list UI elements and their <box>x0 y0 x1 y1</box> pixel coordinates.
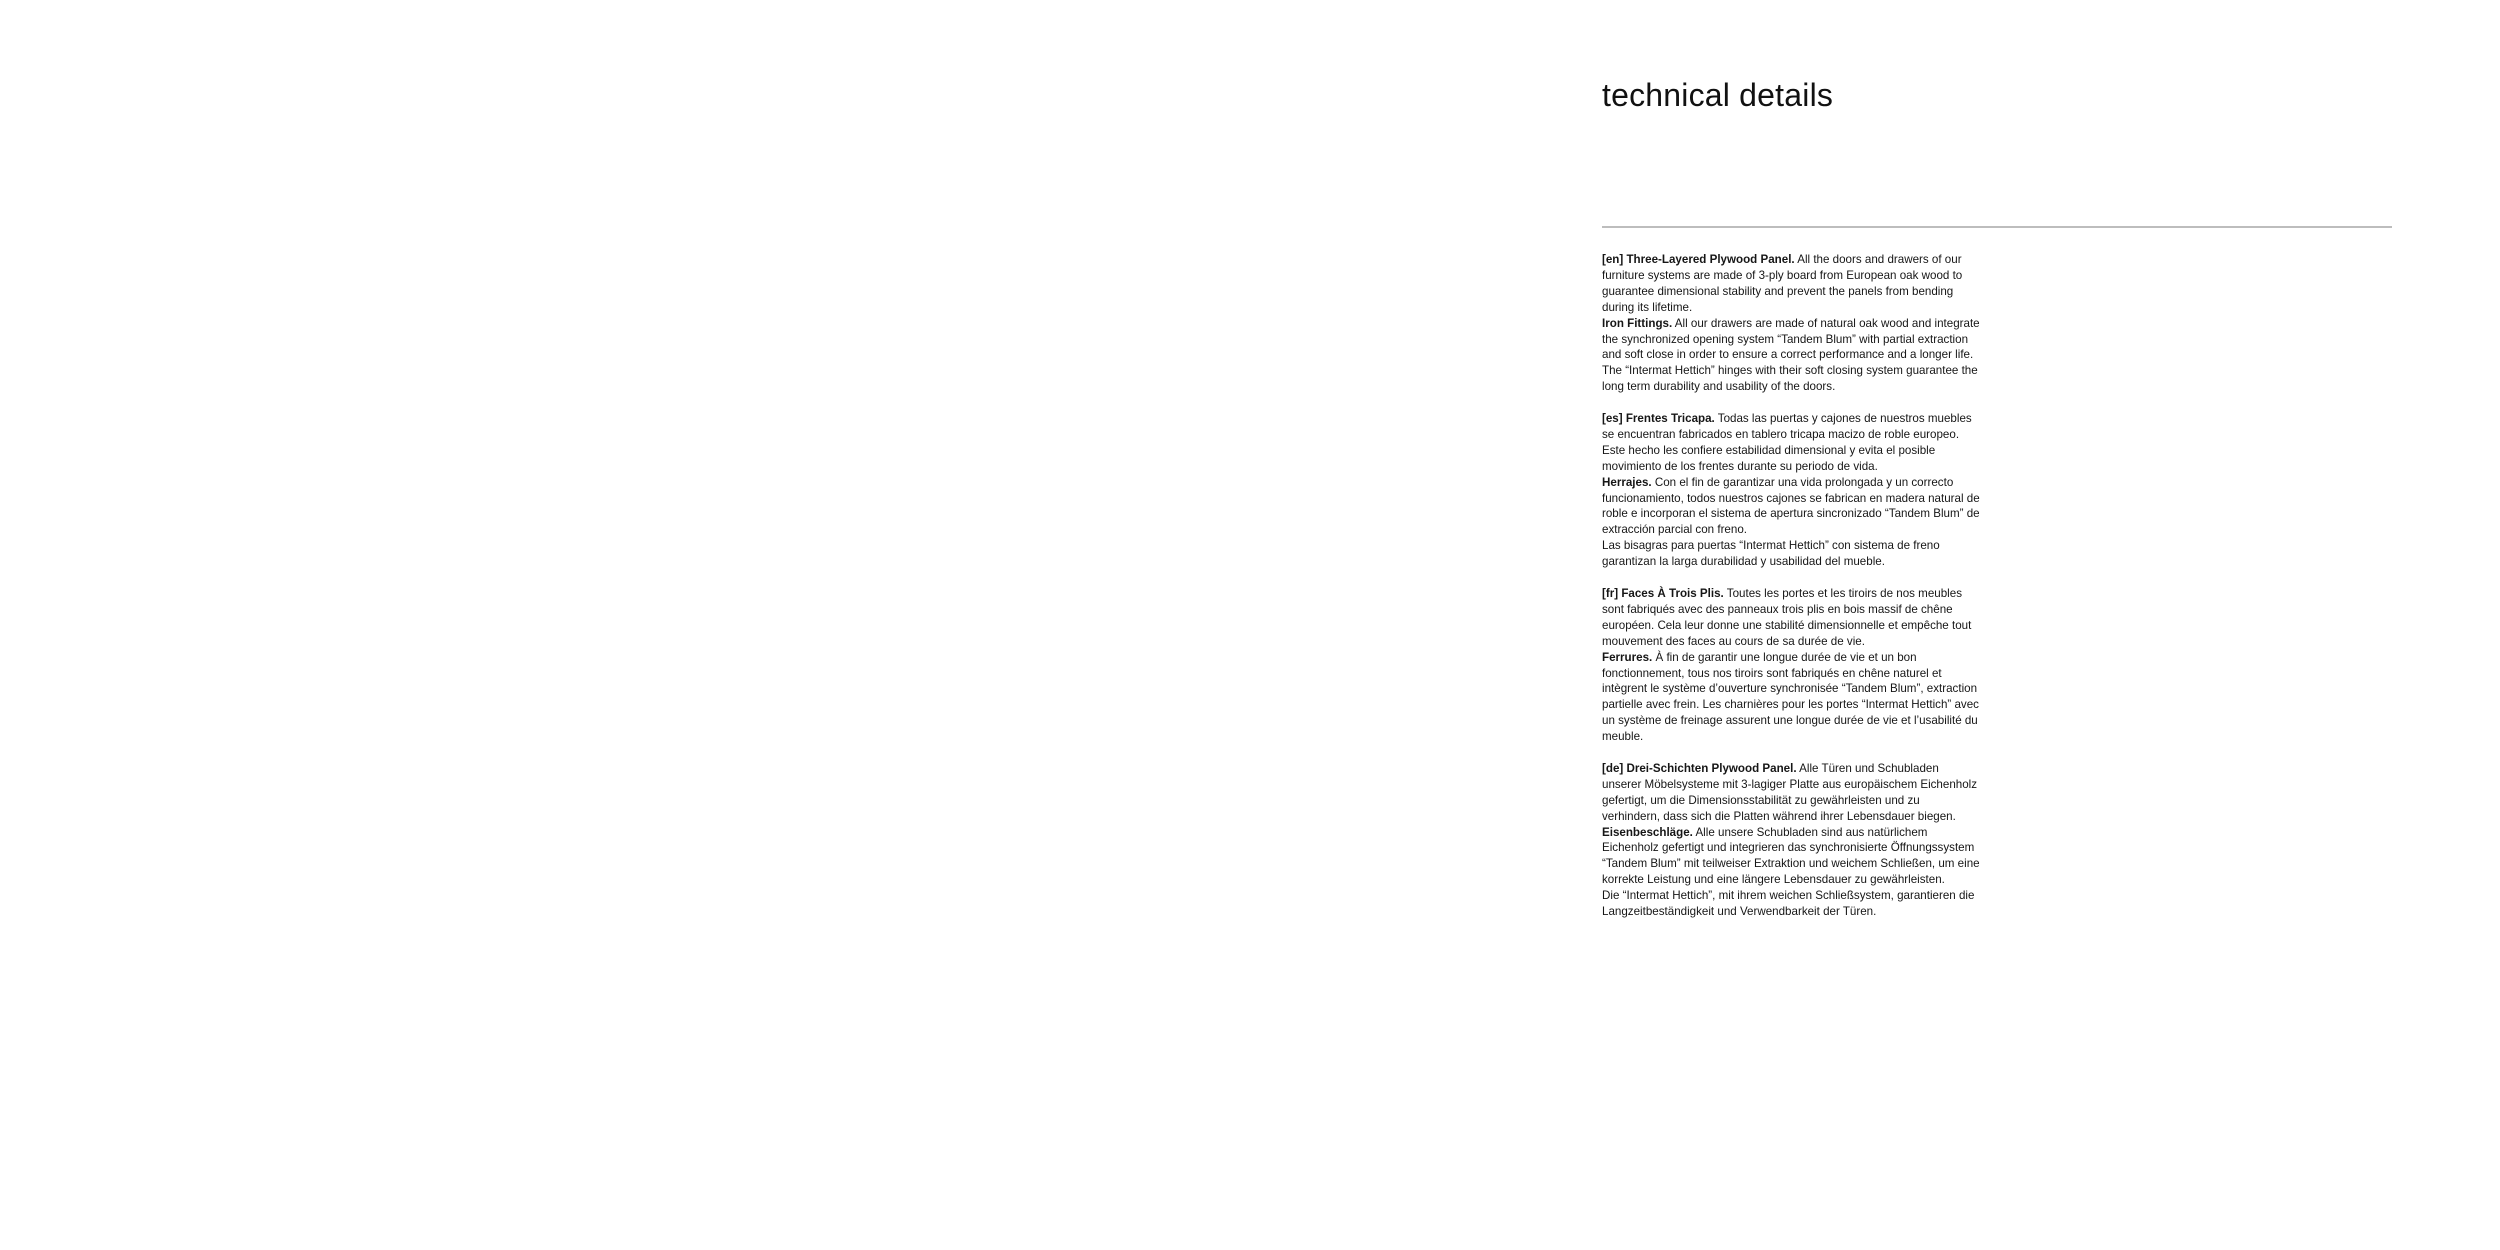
paragraph-text: All our drawers are made of natural oak wood and integrate the synchronized opening system “Tandem Blum” with partial extraction and soft close in order to ensure a correct performance and a longer life. <box>1602 316 1980 362</box>
paragraph-text: The “Intermat Hettich” hinges with their soft closing system guarantee the long term durability and usability of the doors. <box>1602 364 1978 394</box>
paragraph-heading: [es] Frentes Tricapa. <box>1602 412 1715 426</box>
paragraph <box>1602 538 1980 570</box>
paragraph <box>1602 825 1980 889</box>
paragraph-text: Alle unsere Schubladen sind aus natürlichem Eichenholz gefertigt und integrieren das synchronisierte Öffnungssystem “Tandem Blum” mit teilweiser Extraktion und weichem Schließen, um eine korrekte Leistung und eine längere Lebensdauer zu gewährleisten. <box>1602 825 1980 887</box>
section-fr <box>1602 586 1980 745</box>
paragraph-text: Die “Intermat Hettich”, mit ihrem weichen Schließsystem, garantieren die Langzeitbeständigkeit und Verwendbarkeit der Türen. <box>1602 889 1975 919</box>
paragraph-heading: [de] Drei-Schichten Plywood Panel. <box>1602 761 1797 775</box>
paragraph-heading: Ferrures. <box>1602 650 1653 664</box>
page-title: technical details <box>1602 77 1834 113</box>
paragraph <box>1602 475 1980 539</box>
paragraph-text: All the doors and drawers of our furniture systems are made of 3-ply board from European oak wood to guarantee dimensional stability and prevent the panels from bending during its lifetime. <box>1602 253 1963 314</box>
paragraph-text: Todas las puertas y cajones de nuestros muebles se encuentran fabricados en tablero tricapa macizo de roble europeo. Este hecho les confiere estabilidad dimensional y evita el posible movimiento de los frentes durante su periodo de vida. <box>1602 412 1972 473</box>
section-en <box>1602 252 1980 395</box>
paragraph-heading: Herrajes. <box>1602 475 1652 489</box>
paragraph <box>1602 761 1980 825</box>
paragraph-heading: [fr] Faces À Trois Plis. <box>1602 587 1724 600</box>
technical-details-text <box>1602 252 1980 936</box>
paragraph-text: Alle Türen und Schubladen unserer Möbelsysteme mit 3-lagiger Platte aus europäischem Eichenholz gefertigt, um die Dimensionsstabilität zu gewährleisten und zu verhindern, dass sich die Platten während ihrer Lebensdauer biegen. <box>1602 761 1978 823</box>
paragraph-text: Las bisagras para puertas “Intermat Hettich” con sistema de freno garantizan la larga durabilidad y usabilidad del mueble. <box>1602 539 1940 569</box>
paragraph <box>1602 363 1980 395</box>
paragraph <box>1602 316 1980 364</box>
paragraph-text: Toutes les portes et les tiroirs de nos meubles sont fabriqués avec des panneaux trois plis en bois massif de chêne européen. Cela leur donne une stabilité dimensionnelle et empêche tout mouvement des faces au cours de sa durée de vie. <box>1602 587 1972 648</box>
section-es <box>1602 411 1980 570</box>
paragraph-text: À fin de garantir une longue durée de vie et un bon fonctionnement, tous nos tiroirs sont fabriqués en chêne naturel et intègrent le système d’ouverture synchronisée “Tandem Blum”, extraction partielle avec frein. Les charnières pour les portes “Intermat Hettich” avec un système de freinage assurent une longue durée de vie et l’usabilité du meuble. <box>1602 650 1979 744</box>
paragraph <box>1602 411 1980 475</box>
paragraph-heading: [en] Three-Layered Plywood Panel. <box>1602 253 1795 266</box>
section-de <box>1602 761 1980 920</box>
paragraph-heading: Eisenbeschläge. <box>1602 825 1693 839</box>
paragraph-text: Con el fin de garantizar una vida prolongada y un correcto funcionamiento, todos nuestros cajones se fabrican en madera natural de roble e incorporan el sistema de apertura sincronizado “Tandem Blum” de extracción parcial con freno. <box>1602 475 1980 537</box>
paragraph-heading: Iron Fittings. <box>1602 316 1673 330</box>
paragraph <box>1602 586 1980 650</box>
paragraph <box>1602 888 1980 920</box>
title-divider <box>1602 226 2392 228</box>
paragraph <box>1602 650 1980 745</box>
paragraph <box>1602 252 1980 316</box>
